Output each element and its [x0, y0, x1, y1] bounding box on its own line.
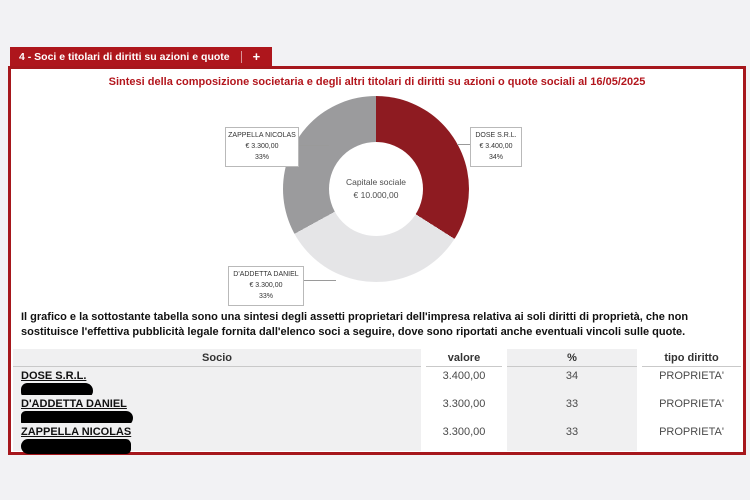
cell-percent: 33: [507, 395, 637, 423]
cell-percent: 34: [507, 367, 637, 395]
table-row: [13, 367, 741, 395]
table-row: [13, 395, 741, 423]
header-tipo-diritto: tipo diritto: [642, 349, 741, 367]
header-percent: %: [507, 349, 637, 367]
tab-soci-e-titolari[interactable]: [10, 47, 272, 66]
cell-valore: 3.300,00: [426, 423, 502, 451]
callout-leader-line: [294, 145, 329, 146]
callout-name: ZAPPELLA NICOLAS: [228, 132, 296, 139]
header-socio: Socio: [13, 349, 421, 367]
redaction-blob: [21, 439, 131, 454]
cell-tipo-diritto: PROPRIETA': [642, 367, 741, 395]
callout-value: € 3.300,00: [249, 282, 283, 290]
callout-name: DOSE S.R.L.: [475, 132, 517, 139]
callout-value: € 3.400,00: [479, 143, 513, 151]
cell-tipo-diritto: PROPRIETA': [642, 423, 741, 451]
socio-link-daddetta-daniel[interactable]: D'ADDETTA DANIEL: [21, 398, 127, 411]
donut-hole: [329, 142, 423, 236]
soci-table: [13, 349, 741, 451]
disclaimer-text: Il grafico e la sottostante tabella sono una sintesi degli assetti proprietari dell'impresa relativa ai soli diritti di proprietà, che non sostituisce l'effettiva pubblicità legale fornita dall'elenco soci a seguire, dove sono riportati anche eventuali vincoli sulle quote.: [21, 311, 689, 338]
cell-valore: 3.400,00: [426, 367, 502, 395]
cell-tipo-diritto: PROPRIETA': [642, 395, 741, 423]
callout-name: D'ADDETTA DANIEL: [233, 271, 299, 278]
cell-valore: 3.300,00: [426, 395, 502, 423]
callout-percent: 34%: [488, 154, 503, 162]
socio-link-dose-srl[interactable]: DOSE S.R.L.: [21, 370, 87, 383]
tab-divider: [241, 51, 242, 63]
callout-zappella-nicolas: [225, 127, 299, 167]
capital-value: € 10.000,00: [353, 190, 399, 200]
header-valore: valore: [426, 349, 502, 367]
cell-socio: [13, 395, 421, 423]
table-row: [13, 423, 741, 451]
tab-label: 4 - Soci e titolari di diritti su azioni e quote: [19, 50, 230, 63]
donut-center-label: [346, 176, 406, 202]
cell-socio: [13, 423, 421, 451]
report-panel: [8, 66, 746, 455]
add-tab-button[interactable]: +: [252, 49, 261, 64]
callout-leader-line: [299, 280, 336, 281]
callout-percent: 33%: [254, 154, 269, 162]
callout-leader-line: [457, 144, 470, 145]
cell-percent: 33: [507, 423, 637, 451]
socio-link-zappella-nicolas[interactable]: ZAPPELLA NICOLAS: [21, 426, 132, 439]
table-header-row: [13, 349, 741, 367]
callout-value: € 3.300,00: [245, 143, 279, 151]
callout-daddetta-daniel: [228, 266, 304, 306]
cell-socio: [13, 367, 421, 395]
callout-percent: 33%: [258, 293, 273, 301]
callout-dose-srl: [470, 127, 522, 167]
panel-title: Sintesi della composizione societaria e degli altri titolari di diritti su azioni o quote sociali al 16/05/2025: [108, 76, 646, 88]
donut-chart: [11, 90, 743, 306]
capital-label: Capitale sociale: [345, 176, 406, 187]
